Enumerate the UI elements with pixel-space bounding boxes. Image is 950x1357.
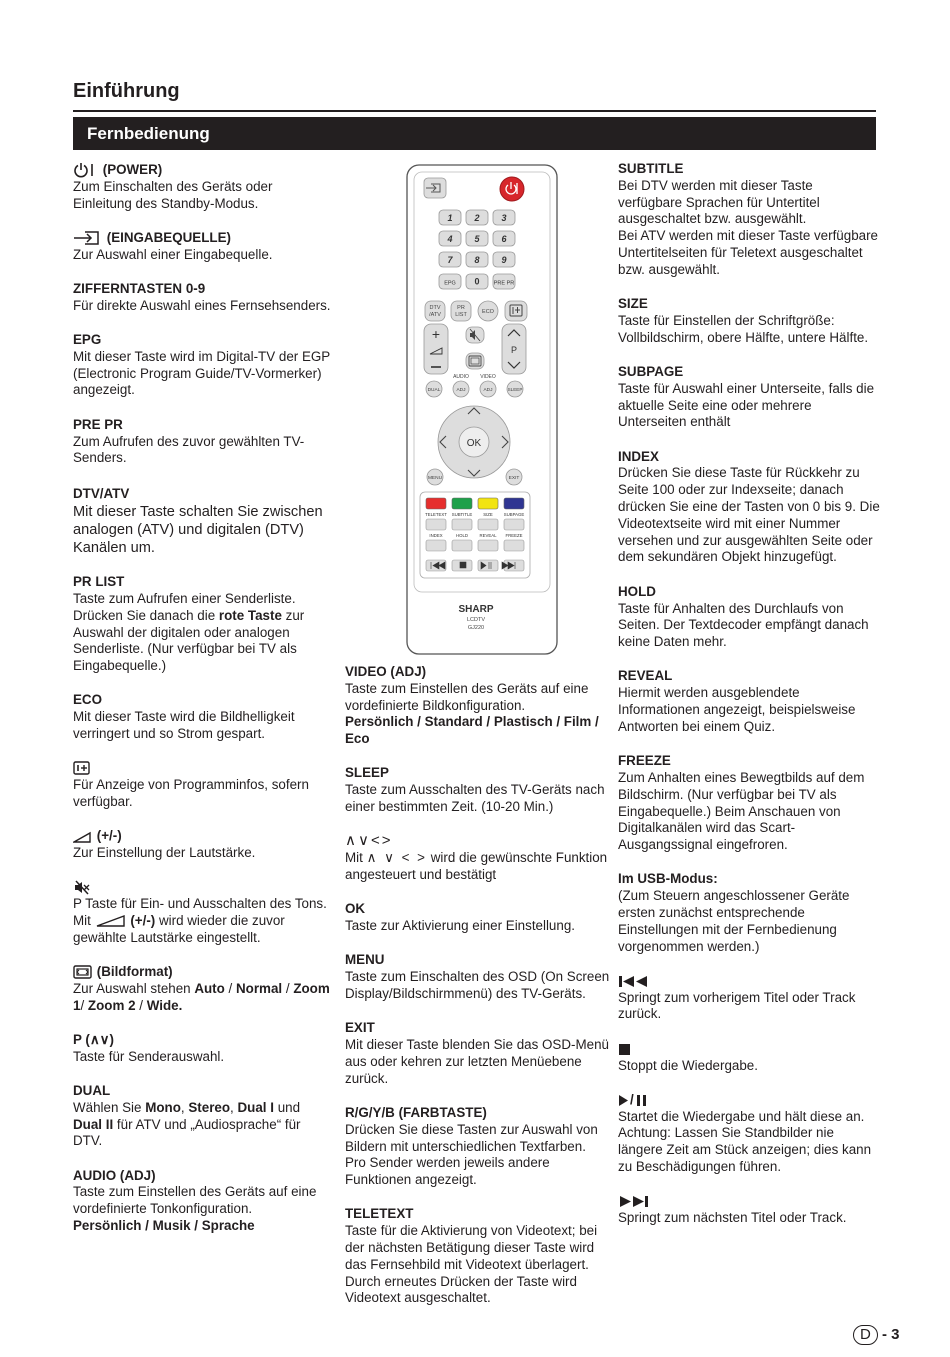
pause-icon xyxy=(634,1094,648,1107)
remote-list-label: LIST xyxy=(455,312,467,318)
play-slash: / xyxy=(630,1091,634,1107)
remote-digit-label: 7 xyxy=(447,255,453,265)
arrows-text: wird die gewünschte Funktion angesteuert und bestätigt xyxy=(345,850,608,882)
entry-rgyb xyxy=(345,1105,610,1189)
title-rule xyxy=(73,110,876,112)
freeze-title: FREEZE xyxy=(618,753,671,769)
remote-epg-label: EPG xyxy=(444,280,456,287)
eco-title: ECO xyxy=(73,692,103,708)
arrows-mit: Mit xyxy=(345,850,363,866)
remote-audio-label: AUDIO xyxy=(453,374,469,380)
play-text2: Achtung: Lassen Sie Standbilder nie längere Zeit am Stück anzeigen; dies kann zu Beschädigungen führen. xyxy=(618,1125,872,1175)
remote-digit-label: 6 xyxy=(501,234,507,244)
entry-sleep xyxy=(345,765,610,815)
entry-subtitle xyxy=(618,161,880,279)
remote-ttx-button xyxy=(426,540,446,551)
remote-ttx-button xyxy=(452,540,472,551)
column-left xyxy=(73,162,331,1252)
entry-reveal xyxy=(618,668,880,735)
aspect-format-icon xyxy=(73,965,93,980)
exit-text: Mit dieser Taste blenden Sie das OSD-Menü aus oder kehren zur letzten Menüebene zurück. xyxy=(345,1037,609,1086)
format-sep1: / xyxy=(224,980,236,996)
remote-ttx-label: SUBTITLE xyxy=(451,512,473,517)
dual-stereo: Stereo xyxy=(188,1099,231,1115)
menu-text: Taste zum Einschalten des OSD (On Screen Display/Bildschirmmenü) des TV-Geräts. xyxy=(345,969,610,1001)
remote-color-button xyxy=(426,498,446,509)
entry-usb xyxy=(618,871,880,955)
prepr-text: Zum Aufrufen des zuvor gewählten TV-Senders. xyxy=(73,433,305,466)
dual-s3: und xyxy=(273,1099,301,1115)
remote-adj-audio-label: ADJ xyxy=(456,388,466,393)
volume-icon xyxy=(73,831,93,843)
size-text: Taste für Einstellen der Schriftgröße: Vollbildschirm, obere Hälfte, untere Hälfte. xyxy=(618,312,869,345)
remote-ttx-label: TELETEXT xyxy=(425,512,447,517)
audio-title: AUDIO (ADJ) xyxy=(73,1167,156,1183)
info-icon xyxy=(73,761,91,776)
entry-exit xyxy=(345,1020,610,1087)
entry-digits xyxy=(73,281,331,315)
entry-play xyxy=(618,1092,880,1176)
mute-bold: (+/-) xyxy=(130,912,156,928)
subtitle-text1: Bei DTV werden mit dieser Taste verfügbare Sprachen für Untertitel ausgeschaltet bzw. ausgewählt. xyxy=(618,177,820,227)
rgyb-text: Drücken Sie diese Tasten zur Auswahl von Bildern mit unterschiedlichen Textfarben. Pro Sender werden jeweils andere Funktionen angezeigt. xyxy=(345,1121,598,1188)
dual-dual1: Dual I xyxy=(237,1099,274,1115)
entry-teletext xyxy=(345,1206,610,1307)
rgyb-title: R/G/Y/B (FARBTASTE) xyxy=(345,1104,487,1120)
format-t1: Zur Auswahl stehen xyxy=(73,980,195,996)
remote-ttx-button xyxy=(426,519,446,530)
dual-t2: für ATV und „Audiosprache“ für DTV. xyxy=(73,1116,301,1149)
usb-text: (Zum Steuern angeschlossener Geräte ersten zunächst entsprechende Einstellungen mit der Fernbedienung vorgenommen werden.) xyxy=(618,888,850,954)
remote-sleep-label: SLEEP xyxy=(507,387,523,392)
remote-digit-label: 3 xyxy=(501,213,507,223)
next-track-icon xyxy=(618,1195,650,1208)
remote-digit-label: 2 xyxy=(474,213,480,223)
entry-prlist xyxy=(73,574,331,675)
language-badge: D xyxy=(853,1325,878,1345)
exit-title: EXIT xyxy=(345,1020,375,1036)
remote-ttx-button xyxy=(452,519,472,530)
remote-ttx-label: SUBPAGE xyxy=(503,512,525,517)
sleep-text: Taste zum Ausschalten des TV-Geräts nach einer bestimmten Zeit. (10-20 Min.) xyxy=(345,782,605,815)
entry-input xyxy=(73,230,331,264)
entry-menu xyxy=(345,952,610,1002)
remote-control-illustration xyxy=(406,164,558,656)
format-sep4: / xyxy=(135,997,147,1013)
subtitle-text2: Bei ATV werden mit dieser Taste verfügbare Untertitelseiten für Teletext ausgeschaltet bzw. ausgewählt. xyxy=(618,228,879,277)
entry-mute xyxy=(73,879,331,946)
remote-dtv-label: DTV xyxy=(429,305,441,311)
remote-ttx-label: SIZE xyxy=(483,512,493,517)
entry-format xyxy=(73,964,331,1014)
epg-text: Mit dieser Taste wird im Digital-TV der EGP (Electronic Program Guide/TV-Vormerker) angezeigt. xyxy=(73,348,330,398)
next-text: Springt zum nächsten Titel oder Track. xyxy=(618,1210,847,1226)
format-zoom2: Zoom 2 xyxy=(87,997,136,1013)
index-title: INDEX xyxy=(618,448,659,464)
teletext-title: TELETEXT xyxy=(345,1206,414,1222)
reveal-title: REVEAL xyxy=(618,668,673,684)
menu-title: MENU xyxy=(345,952,385,968)
mute-icon xyxy=(73,880,91,895)
format-sep3: / xyxy=(80,997,88,1013)
remote-p-label: P xyxy=(510,345,518,355)
volume-title: (+/-) xyxy=(96,828,122,844)
prev-text: Springt zum vorherigem Titel oder Track zurück. xyxy=(618,989,856,1022)
remote-model-line1: LCDTV xyxy=(466,617,486,623)
entry-prev xyxy=(618,973,880,1023)
entry-p xyxy=(73,1032,331,1066)
power-icon xyxy=(73,162,99,178)
subtitle-title: SUBTITLE xyxy=(618,161,684,176)
reveal-text: Hiermit werden ausgeblendete Informationen angezeigt, beispielsweise Antworten bei einem Quiz. xyxy=(618,685,856,734)
freeze-text: Zum Anhalten eines Bewegtbilds auf dem Bildschirm. (Nur verfügbar bei TV als Eingabequelle.) Beim Anschauen von Digitalkanälen wird das Scart-Ausgangssignal eingefroren. xyxy=(618,769,865,853)
format-title: (Bildformat) xyxy=(96,964,173,979)
remote-eco-label: ECO xyxy=(482,309,494,315)
remote-brand: SHARP xyxy=(458,604,494,615)
stop-icon xyxy=(618,1043,632,1056)
dual-t1: Wählen Sie xyxy=(73,1099,146,1115)
subpage-title: SUBPAGE xyxy=(618,363,684,379)
hold-title: HOLD xyxy=(618,583,656,599)
remote-digit-label: 8 xyxy=(474,255,480,265)
format-sep2: / xyxy=(282,980,294,996)
remote-ok-label: OK xyxy=(466,438,482,449)
column-right xyxy=(618,161,880,1244)
size-title: SIZE xyxy=(618,296,648,312)
remote-ttx2-label: REVEAL xyxy=(479,533,497,538)
entry-epg xyxy=(73,332,331,399)
entry-audio xyxy=(73,1168,331,1235)
entry-next xyxy=(618,1193,880,1227)
digits-title: ZIFFERNTASTEN 0-9 xyxy=(73,280,206,296)
power-text: Zum Einschalten des Geräts oder Einleitung des Standby-Modus. xyxy=(73,178,273,211)
column-middle xyxy=(345,664,610,1325)
previous-track-icon xyxy=(618,975,650,988)
volume-text: Zur Einstellung der Lautstärke. xyxy=(73,845,256,861)
remote-media-glyph xyxy=(460,562,466,568)
dtv-title: DTV/ATV xyxy=(73,485,130,501)
entry-subpage xyxy=(618,364,880,431)
page-number: - 3 xyxy=(882,1326,900,1343)
remote-exit-label: EXIT xyxy=(508,476,520,481)
arrows-keys: ∧ ∨ < > xyxy=(366,850,427,866)
remote-ttx2-label: FREEZE xyxy=(505,533,523,538)
entry-dtv xyxy=(73,485,331,557)
remote-digit-label: 9 xyxy=(501,255,507,265)
remote-ttx2-label: INDEX xyxy=(429,533,443,538)
page-title: Einführung xyxy=(73,80,180,102)
remote-dual-label: DUAL xyxy=(427,388,441,393)
remote-atv-label: /ATV xyxy=(429,312,441,318)
video-options: Persönlich / Standard / Plastisch / Film / Eco xyxy=(345,714,599,747)
arrows-title: ∧∨<> xyxy=(345,832,393,850)
remote-pr-label: PR xyxy=(457,305,465,311)
prlist-bold: rote Taste xyxy=(218,607,282,623)
mute-text1: P Taste für Ein- und Ausschalten des Tons. xyxy=(73,896,327,912)
remote-digit-label: 4 xyxy=(447,234,453,244)
page-footer xyxy=(853,1325,900,1345)
remote-prepr-label: PRE PR xyxy=(493,280,515,287)
entry-dual xyxy=(73,1083,331,1150)
video-text: Taste zum Einstellen des Geräts auf eine vordefinierte Bildkonfiguration. xyxy=(345,680,589,713)
entry-index xyxy=(618,449,880,567)
power-title: (POWER) xyxy=(102,162,163,177)
entry-freeze xyxy=(618,753,880,854)
remote-zero-label: 0 xyxy=(474,276,480,287)
index-text: Drücken Sie diese Taste für Rückkehr zu Seite 100 oder zur Indexseite; danach drücken Sie eine der Tasten von 0 bis 9. Die Videotextseite wird mit einer Nummer versehen und zur ausgewählten Seite oder dem sekundären Objekt hinzugefügt. xyxy=(618,465,880,565)
dual-s2: , xyxy=(230,1099,238,1115)
remote-digit-label: 5 xyxy=(474,234,480,244)
svg-text:+: + xyxy=(431,326,441,342)
dual-title: DUAL xyxy=(73,1082,111,1098)
entry-power xyxy=(73,162,331,212)
audio-text: Taste zum Einstellen des Geräts auf eine vordefinierte Tonkonfiguration. xyxy=(73,1184,317,1217)
remote-color-button xyxy=(504,498,524,509)
audio-options: Persönlich / Musik / Sprache xyxy=(73,1218,255,1234)
epg-title: EPG xyxy=(73,332,102,348)
stop-text: Stoppt die Wiedergabe. xyxy=(618,1057,758,1073)
remote-video-label: VIDEO xyxy=(480,374,496,380)
remote-ttx-button xyxy=(478,519,498,530)
eco-text: Mit dieser Taste wird die Bildhelligkeit verringert und so Strom gespart. xyxy=(73,709,295,742)
remote-ttx-button xyxy=(478,540,498,551)
remote-menu-label: MENU xyxy=(427,476,443,481)
input-title: (EINGABEQUELLE) xyxy=(106,229,231,245)
mute-text2: wird wieder die zuvor gewählte Lautstärke eingestellt. xyxy=(73,912,285,945)
remote-adj-video-label: ADJ xyxy=(483,388,493,393)
hold-text: Taste für Anhalten des Durchlaufs von Seiten. Der Textdecoder empfängt danach keine Daten mehr. xyxy=(618,600,869,650)
entry-info xyxy=(73,760,331,810)
dual-mono: Mono xyxy=(145,1099,181,1115)
remote-ttx-button xyxy=(504,540,524,551)
prlist-text1: Taste zum Aufrufen einer Senderliste. Drücken Sie danach die xyxy=(73,590,296,623)
format-wide: Wide. xyxy=(146,997,183,1013)
prepr-title: PRE PR xyxy=(73,416,123,432)
prlist-text2: zur Auswahl der digitalen oder analogen Senderliste. (Nur verfügbar bei TV als Eingabequelle.) xyxy=(73,607,305,674)
volume-small-icon xyxy=(95,914,127,928)
subpage-text: Taste für Auswahl einer Unterseite, falls die aktuelle Seite eine oder mehrere Unterseiten enthält xyxy=(618,380,875,430)
play-text1: Startet die Wiedergabe und hält diese an. xyxy=(618,1108,865,1124)
mute-mit: Mit xyxy=(73,912,91,928)
play-icon xyxy=(618,1094,630,1107)
dtv-text: Mit dieser Taste schalten Sie zwischen analogen (ATV) und digitalen (DTV) Kanälen um. xyxy=(73,503,323,556)
entry-size xyxy=(618,296,880,346)
format-auto: Auto xyxy=(194,980,225,996)
remote-ttx-button xyxy=(504,519,524,530)
sleep-title: SLEEP xyxy=(345,765,389,781)
usb-title: Im USB-Modus: xyxy=(618,871,718,887)
entry-hold xyxy=(618,584,880,651)
remote-digit-label: 1 xyxy=(447,213,453,223)
prlist-title: PR LIST xyxy=(73,574,125,590)
info-text: Für Anzeige von Programminfos, sofern verfügbar. xyxy=(73,777,309,809)
ok-text: Taste zur Aktivierung einer Einstellung. xyxy=(345,918,575,934)
dual-dual2: Dual II xyxy=(73,1116,114,1132)
remote-ttx2-label: HOLD xyxy=(456,533,468,538)
remote-navigation-pad xyxy=(438,406,510,478)
remote-model-line2: GJ220 xyxy=(467,625,485,631)
entry-volume xyxy=(73,828,331,862)
entry-eco xyxy=(73,692,331,742)
video-title: VIDEO (ADJ) xyxy=(345,664,427,679)
ok-title: OK xyxy=(345,901,366,917)
p-title: P (∧∨) xyxy=(73,1031,114,1047)
format-normal: Normal xyxy=(236,980,283,996)
entry-video xyxy=(345,664,610,748)
format-zoom1: Zoom 1 xyxy=(73,980,330,1013)
dual-s1: , xyxy=(180,1099,189,1115)
entry-ok xyxy=(345,901,610,935)
remote-color-button xyxy=(452,498,472,509)
section-header: Fernbedienung xyxy=(73,117,876,150)
entry-prepr xyxy=(73,417,331,467)
remote-power-button xyxy=(500,177,524,201)
p-text: Taste für Senderauswahl. xyxy=(73,1048,225,1064)
entry-arrows xyxy=(345,833,610,883)
teletext-text: Taste für die Aktivierung von Videotext; bei der nächsten Betätigung dieser Taste wird das Fernsehbild mit Videotext überlagert. Durch erneutes Drücken der Taste wird Videotext ausgeschaltet. xyxy=(345,1223,598,1306)
input-source-icon xyxy=(73,230,103,246)
remote-color-button xyxy=(478,498,498,509)
entry-stop xyxy=(618,1041,880,1075)
digits-text: Für direkte Auswahl eines Fernsehsenders. xyxy=(73,297,331,313)
input-text: Zur Auswahl einer Eingabequelle. xyxy=(73,246,273,262)
